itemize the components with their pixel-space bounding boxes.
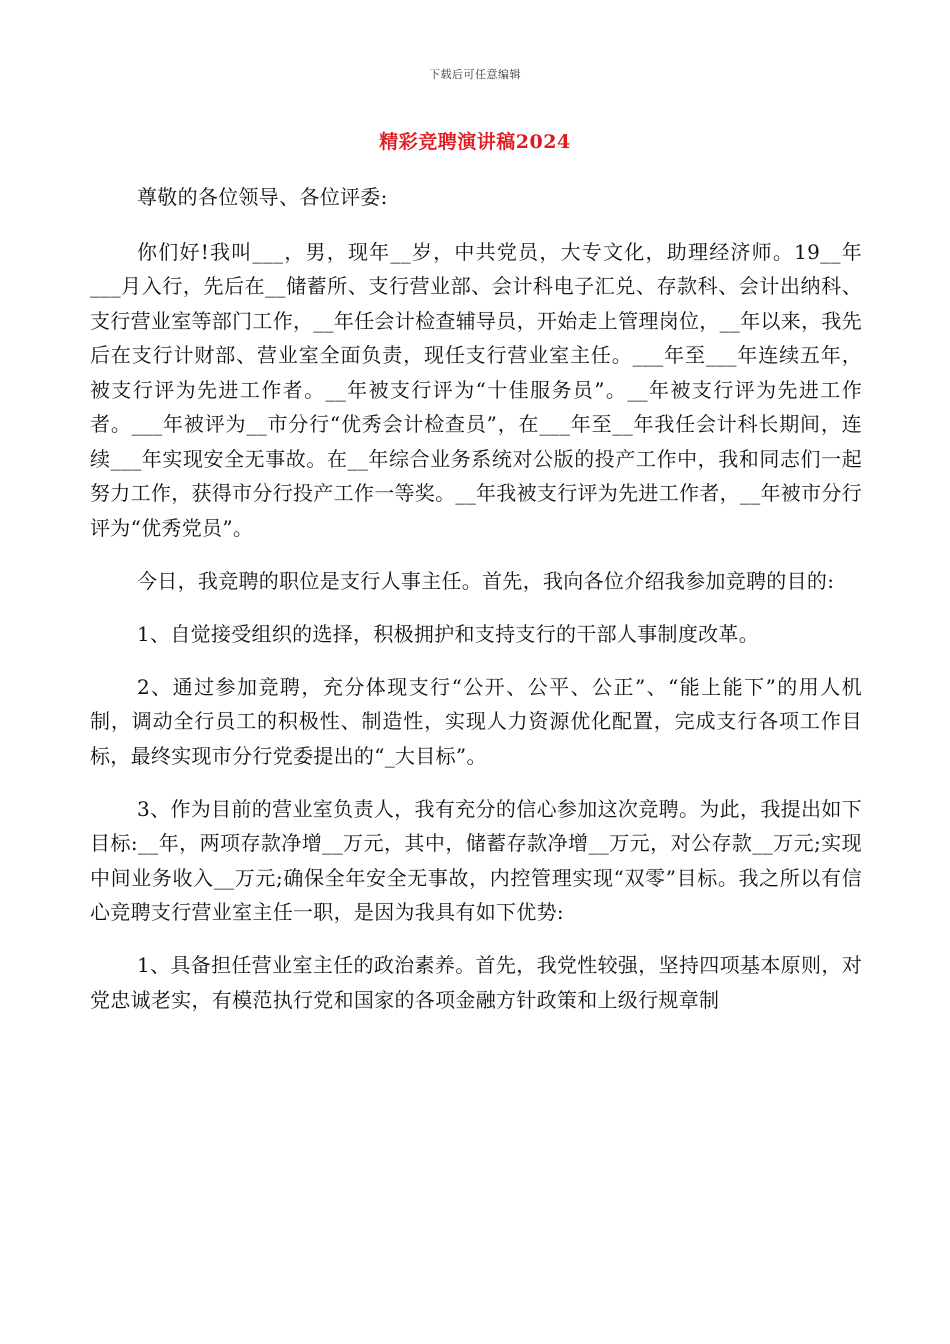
paragraph-purpose-3: 3、作为目前的营业室负责人，我有充分的信心参加这次竞聘。为此，我提出如下目标:__年，两项存款净增__万元，其中，储蓄存款净增__万元，对公存款__万元;实现中间业务收入__万元;确保全年安全无事故，内控管理实现“双零”目标。我之所以有信心竞聘支行营业室主任一职，是因为我具有如下优势: <box>90 796 862 924</box>
paragraph-intro: 你们好!我叫___，男，现年__岁，中共党员，大专文化，助理经济师。19__年___月入行，先后在__储蓄所、支行营业部、会计科电子汇兑、存款科、会计出纳科、支行营业室等部门工作，__年任会计检查辅导员，开始走上管理岗位，__年以来，我先后在支行计财部、营业室全面负责，现任支行营业室主任。___年至___年连续五年，被支行评为先进工作者。__年被支行评为“十佳服务员”。__年被支行评为先进工作者。___年被评为__市分行“优秀会计检查员”，在___年至__年我任会计科长期间，连续___年实现安全无事故。在__年综合业务系统对公版的投产工作中，我和同志们一起努力工作，获得市分行投产工作一等奖。__年我被支行评为先进工作者，__年被市分行评为“优秀党员”。 <box>90 239 862 540</box>
header-note: 下载后可任意编辑 <box>429 68 521 81</box>
page-title: 精彩竞聘演讲稿2024 <box>379 131 571 153</box>
paragraph-purpose-1: 1、自觉接受组织的选择，积极拥护和支持支行的干部人事制度改革。 <box>137 621 760 646</box>
paragraph-advantage-1: 1、具备担任营业室主任的政治素养。首先，我党性较强，坚持四项基本原则，对党忠诚老实，有模范执行党和国家的各项金融方针政策和上级行规章制 <box>90 953 862 1012</box>
document-body <box>90 180 862 1036</box>
paragraph-purpose-2: 2、通过参加竞聘，充分体现支行“公开、公平、公正”、“能上能下”的用人机制，调动全行员工的积极性、制造性，实现人力资源优化配置，完成支行各项工作目标，最终实现市分行党委提出的“_大目标”。 <box>90 674 862 768</box>
salutation: 尊敬的各位领导、各位评委: <box>137 185 388 209</box>
paragraph-purpose: 今日，我竞聘的职位是支行人事主任。首先，我向各位介绍我参加竞聘的目的: <box>137 568 835 593</box>
